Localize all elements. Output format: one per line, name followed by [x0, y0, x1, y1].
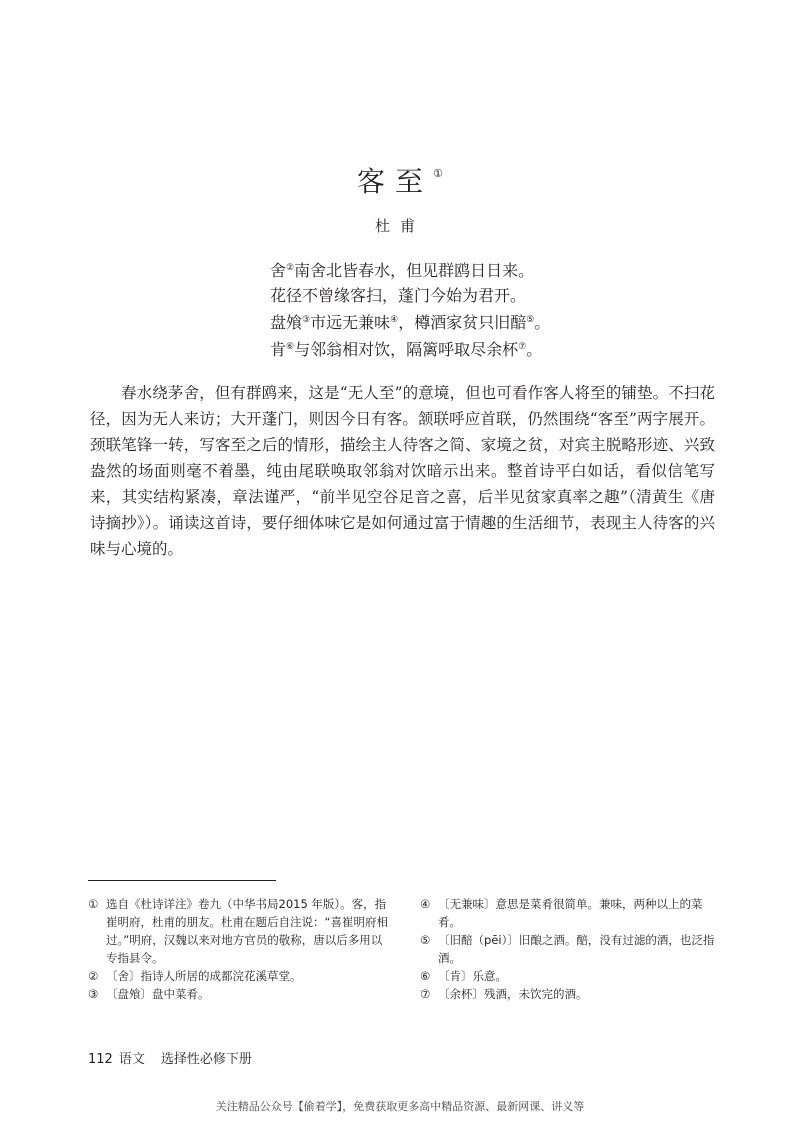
footnote-mark: ① [88, 897, 99, 911]
footnote-3 [88, 985, 393, 1003]
poem-text: ，樽酒家贫只旧醅 [398, 313, 527, 332]
note-mark: ⑤ [526, 315, 535, 325]
footnote-text: 〔余杯〕残酒，未饮完的酒。 [438, 987, 588, 1001]
footnote-7 [420, 985, 720, 1003]
poem-text: 舍 [270, 261, 287, 280]
footer-book: 选择性必修下册 [160, 1052, 252, 1067]
note-mark: ③ [302, 315, 311, 325]
poem-line-3 [270, 308, 550, 335]
footnote-1 [88, 895, 393, 967]
footnotes-left-column [88, 895, 393, 1003]
footnote-text: 〔舍〕指诗人所居的成都浣花溪草堂。 [106, 969, 302, 983]
promo-banner: 关注精品公众号【偷着学】，免费获取更多高中精品资源、最新网课、讲义等 [215, 1100, 585, 1113]
poem-author: 杜甫 [374, 217, 425, 235]
note-mark: ⑦ [518, 342, 527, 352]
poem-text: 花径不曾缘客扫，蓬门今始为君开。 [270, 286, 527, 305]
footnote-mark: ④ [420, 897, 431, 911]
poem-text: 市远无兼味 [310, 313, 391, 332]
footnote-mark: ② [88, 969, 99, 983]
footnote-mark: ⑤ [420, 933, 431, 947]
footer-subject: 语文 [118, 1052, 145, 1067]
poem-text: 肯 [270, 340, 287, 359]
footnote-text: 〔旧醅（pēi）〕旧酿之酒。醅，没有过滤的酒，也泛指酒。 [438, 933, 715, 965]
footnote-text: 选自《杜诗详注》卷九（中华书局2015 年版）。客，指崔明府，杜甫的朋友。杜甫在题后自注说：“喜崔明府相过。”明府，汉魏以来对地方官员的敬称，唐以后多用以专指县令。 [106, 897, 388, 965]
footnote-5 [420, 931, 720, 967]
poem-text: 。 [534, 313, 551, 332]
poem-line-1 [270, 256, 550, 283]
footnote-mark: ⑦ [420, 987, 431, 1001]
footnote-text: 〔盘飧〕盘中菜肴。 [106, 987, 210, 1001]
footnote-text: 〔无兼味〕意思是菜肴很简单。兼味，两种以上的菜肴。 [438, 897, 703, 929]
footnote-4 [420, 895, 720, 931]
poem-text: 南舍北皆春水，但见群鸥日日来。 [294, 261, 535, 280]
poem-body [270, 256, 550, 362]
note-mark: ④ [390, 315, 399, 325]
footnote-6 [420, 967, 720, 985]
note-mark: ⑥ [286, 342, 295, 352]
page-footer [88, 1048, 252, 1067]
commentary-paragraph: 春水绕茅舍，但有群鸥来，这是“无人至”的意境，但也可看作客人将至的铺垫。不扫花径，因为无人来访；大开蓬门，则因今日有客。颔联呼应首联，仍然围绕“客至”两字展开。颈联笔锋一转，写客至之后的情形，描绘主人待客之简、家境之贫，对宾主脱略形迹、兴致盎然的场面则毫不着墨，纯由尾联唤取邻翁对饮暗示出来。整首诗平白如话，看似信笔写来，其实结构紧凑，章法谨严，“前半见空谷足音之喜，后半见贫家真率之趣”（清黄生《唐诗摘抄》）。诵读这首诗，要仔细体味它是如何通过富于情趣的生活细节，表现主人待客的兴味与心境的。 [90, 384, 715, 558]
title-note-mark: ① [433, 167, 443, 180]
footnote-mark: ⑥ [420, 969, 431, 983]
footnotes-right-column [420, 895, 720, 1003]
poem-title [0, 160, 800, 200]
poem-line-2 [270, 283, 550, 308]
poem-text: 盘飧 [270, 313, 303, 332]
poem-text: 。 [526, 340, 543, 359]
footnote-2 [88, 967, 393, 985]
poem-text: 与邻翁相对饮，隔篱呼取尽余杯 [294, 340, 519, 359]
footnote-mark: ③ [88, 987, 99, 1001]
note-mark: ② [286, 263, 295, 273]
footnote-text: 〔肯〕乐意。 [438, 969, 507, 983]
page-number: 112 [88, 1052, 113, 1067]
poem-line-4 [270, 335, 550, 362]
footnote-divider [88, 880, 276, 881]
poem-title-text: 客至 [357, 165, 434, 198]
